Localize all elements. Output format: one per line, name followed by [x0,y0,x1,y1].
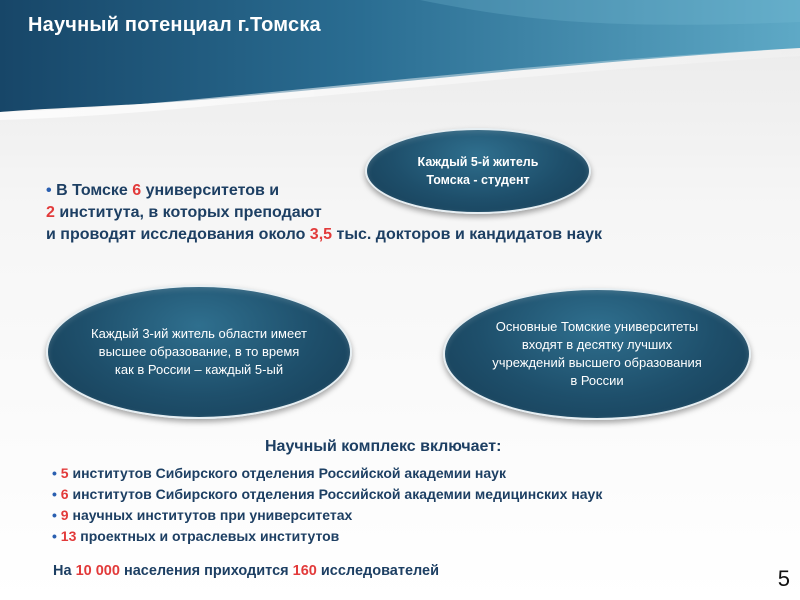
list-item: • 9 научных институтов при университетах [52,507,353,523]
bullet-icon: • [52,465,57,481]
bubble-higher-education [46,285,352,419]
list-item: • 6 институтов Сибирского отделения Российской академии медицинских наук [52,486,603,502]
bubble-higher-education-text: Каждый 3-ий житель области имеет высшее образование, в то время как в России – каждый 5-ый [91,326,307,377]
bubble-top-universities-text: Основные Томские университеты входят в десятку лучших учреждений высшего образования в России [492,319,702,388]
bubble-top-universities [443,288,751,420]
bullet-icon: • [52,528,57,544]
scientists-count: 3,5 [309,226,333,243]
paragraph-line-2: 2 института, в которых преподают [46,204,322,221]
researchers-ratio: На 10 000 населения приходится 160 исследователей [53,563,440,579]
paragraph-line-3: и проводят исследования около 3,5 тыс. докторов и кандидатов наук [46,226,602,243]
bubble-students-text: Каждый 5-й житель Томска - студент [417,155,539,187]
bullet-icon: • [46,182,52,199]
page-title: Научный потенциал г.Томска [28,14,321,36]
page-number: 5 [777,566,790,591]
list-item: • 5 институтов Сибирского отделения Российской академии наук [52,465,506,481]
complex-list [52,463,602,547]
institutes-count: 2 [46,204,55,221]
universities-count: 6 [132,182,142,199]
universities-paragraph [46,180,766,246]
bullet-icon: • [52,486,57,502]
bullet-icon: • [52,507,57,523]
paragraph-line-1: • В Томске 6 университетов и [46,182,280,199]
complex-heading: Научный комплекс включает: [265,438,502,455]
list-item: • 13 проектных и отраслевых институтов [52,528,340,544]
